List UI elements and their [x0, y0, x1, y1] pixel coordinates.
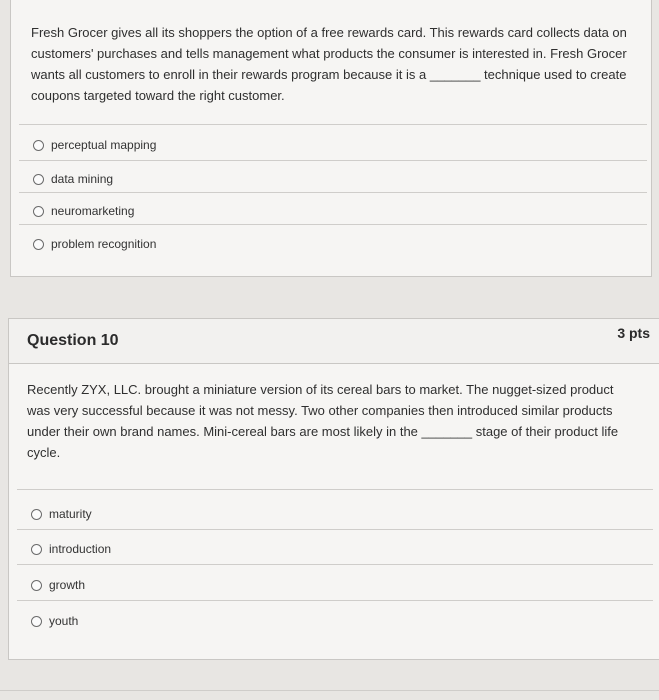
divider	[17, 600, 653, 601]
radio-button[interactable]	[31, 616, 42, 627]
divider	[19, 124, 647, 125]
radio-button[interactable]	[31, 509, 42, 520]
answer-option-neuromarketing[interactable]	[33, 204, 134, 218]
question-10-card	[8, 318, 659, 660]
answer-option-maturity[interactable]	[31, 507, 92, 521]
radio-button[interactable]	[31, 544, 42, 555]
answer-label: perceptual mapping	[51, 138, 157, 152]
divider	[19, 160, 647, 161]
answer-option-growth[interactable]	[31, 578, 85, 592]
points-label: 3 pts	[617, 325, 650, 341]
radio-button[interactable]	[33, 239, 44, 250]
divider	[17, 564, 653, 565]
answer-label: data mining	[51, 172, 114, 186]
answer-option-problem-recognition[interactable]	[33, 237, 156, 251]
radio-button[interactable]	[33, 206, 44, 217]
answer-label: growth	[49, 578, 86, 592]
answer-label: neuromarketing	[51, 204, 135, 218]
question-title: Question 10	[27, 332, 119, 349]
answer-label: maturity	[49, 507, 92, 521]
radio-button[interactable]	[33, 174, 44, 185]
answer-label: introduction	[49, 542, 112, 556]
question-9-card	[10, 0, 652, 277]
answer-option-youth[interactable]	[31, 614, 78, 628]
divider	[17, 529, 653, 530]
radio-button[interactable]	[33, 140, 44, 151]
divider	[19, 192, 647, 193]
divider	[0, 690, 659, 691]
question-header	[9, 319, 659, 364]
radio-button[interactable]	[31, 580, 42, 591]
question-9-text: Fresh Grocer gives all its shoppers the option of a free rewards card. This rewards card collects data on customers' purchases and tells management what products the consumer is interested in. Fresh Grocer wants all customers to enroll in their rewards program because it is a _______ technique used to create coupons targeted toward the right customer.	[31, 25, 627, 103]
answer-option-data-mining[interactable]	[33, 172, 113, 186]
divider	[17, 489, 653, 490]
answer-label: problem recognition	[51, 237, 157, 251]
answer-option-introduction[interactable]	[31, 542, 111, 556]
question-10-text: Recently ZYX, LLC. brought a miniature version of its cereal bars to market. The nugget-sized product was very successful because it was not messy. Two other companies then introduced similar products under their own brand names. Mini-cereal bars are most likely in the _______ stage of their product life cycle.	[27, 382, 619, 460]
answer-option-perceptual-mapping[interactable]	[33, 138, 156, 152]
divider	[19, 224, 647, 225]
answer-label: youth	[49, 614, 79, 628]
